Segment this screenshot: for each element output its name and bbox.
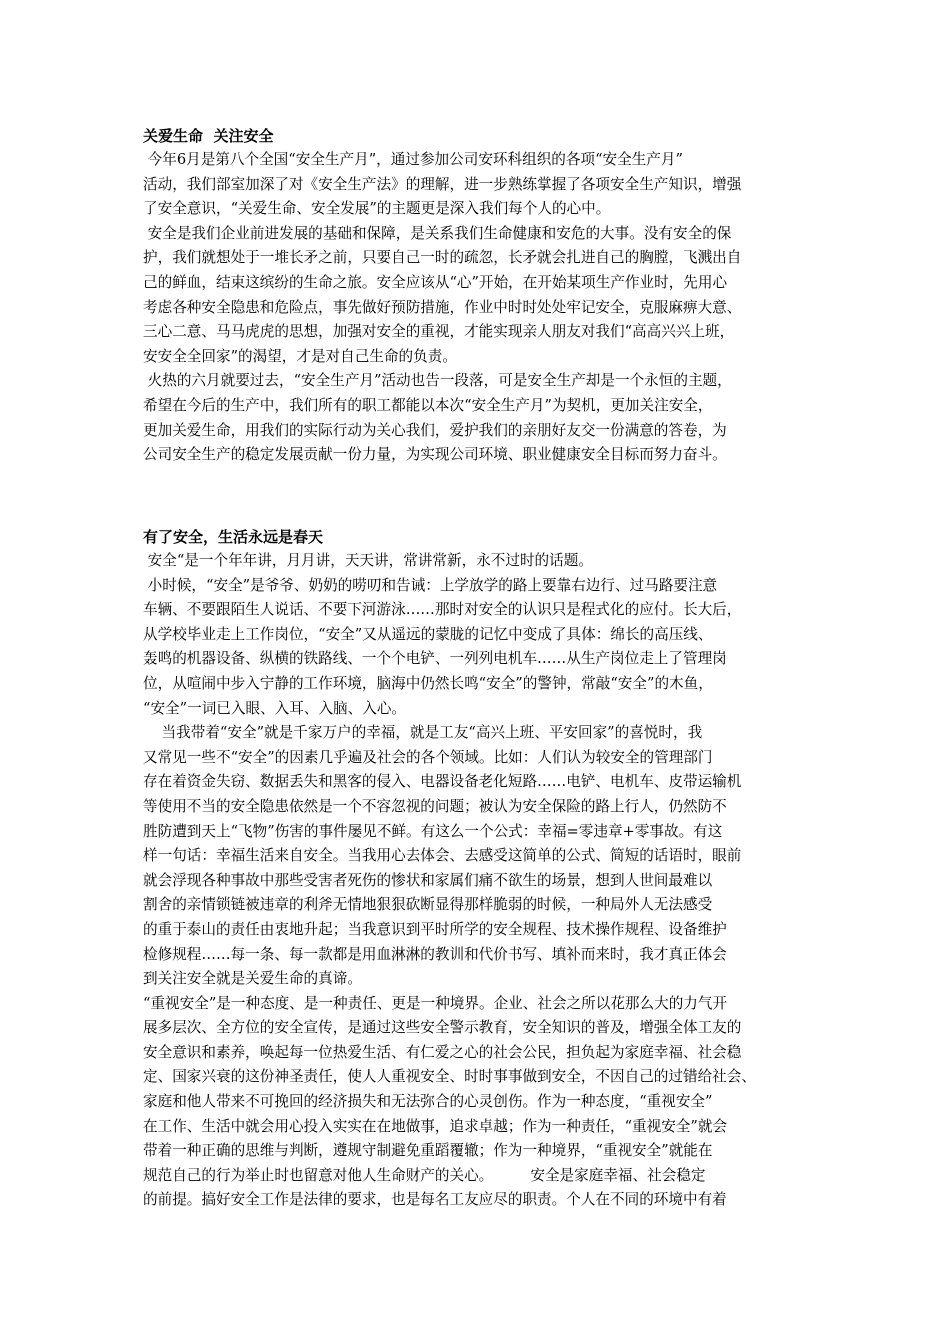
article-body	[143, 549, 823, 1213]
text-line: 了安全意识，“关爱生命、安全发展”的主题更是深入我们每个人的心中。	[143, 200, 611, 218]
article-section-1	[143, 124, 823, 468]
text-line: 安安全全回家”的渴望，才是对自己生命的负责。	[143, 347, 457, 365]
text-line: 的重于泰山的责任由衷地升起；当我意识到平时所学的安全规程、技术操作规程、设备维护	[143, 920, 727, 938]
text-line: “安全”一词已入眼、入耳、入脑、入心。	[143, 699, 407, 717]
text-line: 今年6月是第八个全国“安全生产月”，通过参加公司安环科组织的各项“安全生产月”	[143, 151, 683, 168]
article-section-2	[143, 525, 823, 1213]
text-line: 车辆、不要跟陌生人说话、不要下河游泳……那时对安全的认识只是程式化的应付。长大后，	[143, 601, 742, 619]
text-line: 到关注安全就是关爱生命的真谛。	[143, 970, 362, 988]
text-line: 公司安全生产的稳定发展贡献一份力量，为实现公司环境、职业健康安全目标而努力奋斗。	[143, 446, 727, 464]
text-line: 当我带着“安全”就是千家万户的幸福，就是工友“高兴上班、平安回家”的喜悦时，我	[143, 724, 703, 742]
text-line: 己的鲜血，结束这缤纷的生命之旅。安全应该从“心”开始，在开始某项生产作业时，先用心	[143, 273, 728, 291]
text-line: 的前提。搞好安全工作是法律的要求，也是每名工友应尽的职责。个人在不同的环境中有着	[143, 1191, 727, 1209]
text-line: 轰鸣的机器设备、纵横的铁路线、一个个电铲、一列列电机车……从生产岗位走上了管理岗	[143, 650, 727, 668]
text-line: 又常见一些不“安全”的因素几乎遍及社会的各个领域。比如：人们认为较安全的管理部门	[143, 748, 713, 766]
text-line: 安全是我们企业前进发展的基础和保障，是关系我们生命健康和安危的大事。没有安全的保	[143, 224, 732, 242]
text-line: 规范自己的行为举止时也留意对他人生命财产的关心。 安全是家庭幸福、社会稳定	[143, 1166, 706, 1184]
text-line: 希望在今后的生产中，我们所有的职工都能以本次“安全生产月”为契机，更加关注安全，	[143, 396, 713, 414]
text-line: 在工作、生活中就会用心投入实实在在地做事，追求卓越；作为一种责任，“重视安全”就会	[143, 1117, 728, 1135]
text-line: 样一句话：幸福生活来自安全。当我用心去体会、去感受这简单的公式、简短的话语时，眼前	[143, 847, 742, 865]
text-line: 家庭和他人带来不可挽回的经济损失和无法弥合的心灵创伤。作为一种态度，“重视安全”	[143, 1093, 713, 1111]
article-title: 有了安全，生活永远是春天	[143, 528, 324, 546]
text-line: 护，我们就想处于一堆长矛之前，只要自己一时的疏忽，长矛就会扎进自己的胸膛，飞溅出自	[143, 249, 742, 267]
text-line: 从学校毕业走上工作岗位，“安全”又从遥远的蒙胧的记忆中变成了具体：绵长的高压线、	[143, 625, 713, 643]
text-line: 更加关爱生命，用我们的实际行动为关心我们，爱护我们的亲朋好友交一份满意的答卷，为	[143, 421, 727, 439]
article-body	[143, 148, 823, 468]
text-line: 活动，我们部室加深了对《安全生产法》的理解，进一步熟练掌握了各项安全生产知识，增强	[143, 175, 742, 193]
text-line: 小时候，“安全”是爷爷、奶奶的唠叨和告诫：上学放学的路上要靠右边行、过马路要注意	[143, 576, 718, 594]
text-line: 等使用不当的安全隐患依然是一个不容忽视的问题；被认为安全保险的路上行人，仍然防不	[143, 797, 727, 815]
text-line: 定、国家兴衰的这份神圣责任，使人人重视安全、时时事事做到安全，不因自己的过错给社会、	[143, 1068, 756, 1086]
text-line: 安全“是一个年年讲，月月讲，天天讲，常讲常新，永不过时的话题。	[143, 552, 593, 569]
article-title: 关爱生命 关注安全	[143, 127, 274, 145]
text-line: 三心二意、马马虎虎的思想，加强对安全的重视，才能实现亲人朋友对我们“高高兴兴上班，	[143, 323, 735, 341]
text-line: 展多层次、全方位的安全宣传，是通过这些安全警示教育，安全知识的普及，增强全体工友的	[143, 1019, 742, 1037]
text-line: 就会浮现各种事故中那些受害者死伤的惨状和家属们痛不欲生的场景，想到人世间最难以	[143, 871, 713, 889]
text-line: 带着一种正确的思维与判断，遵规守制避免重蹈覆辙；作为一种境界，“重视安全”就能在	[143, 1142, 713, 1160]
text-line: 考虑各种安全隐患和危险点，事先做好预防措施，作业中时时处处牢记安全，克服麻痹大意、	[143, 298, 742, 316]
text-line: 位，从喧闹中步入宁静的工作环境，脑海中仍然长鸣“安全”的警钟，常敲“安全”的木鱼，	[143, 674, 713, 692]
text-line: 割舍的亲情锁链被违章的利斧无情地狠狠砍断显得那样脆弱的时候，一种局外人无法感受	[143, 896, 713, 914]
text-line: 火热的六月就要过去，“安全生产月”活动也告一段落，可是安全生产却是一个永恒的主题，	[143, 372, 732, 390]
text-line: 存在着资金失窃、数据丢失和黑客的侵入、电器设备老化短路……电铲、电机车、皮带运输机	[143, 773, 742, 791]
text-line: 检修规程……每一条、每一款都是用血淋淋的教训和代价书写、填补而来时，我才真正体会	[143, 945, 727, 963]
text-line: 胜防遭到天上“飞物”伤害的事件屡见不鲜。有这么一个公式：幸福=零违章+零事故。有这	[143, 822, 723, 840]
text-line: “重视安全”是一种态度、是一种责任、更是一种境界。企业、社会之所以花那么大的力气开	[143, 994, 728, 1012]
text-line: 安全意识和素养，唤起每一位热爱生活、有仁爱之心的社会公民，担负起为家庭幸福、社会稳	[143, 1043, 742, 1061]
